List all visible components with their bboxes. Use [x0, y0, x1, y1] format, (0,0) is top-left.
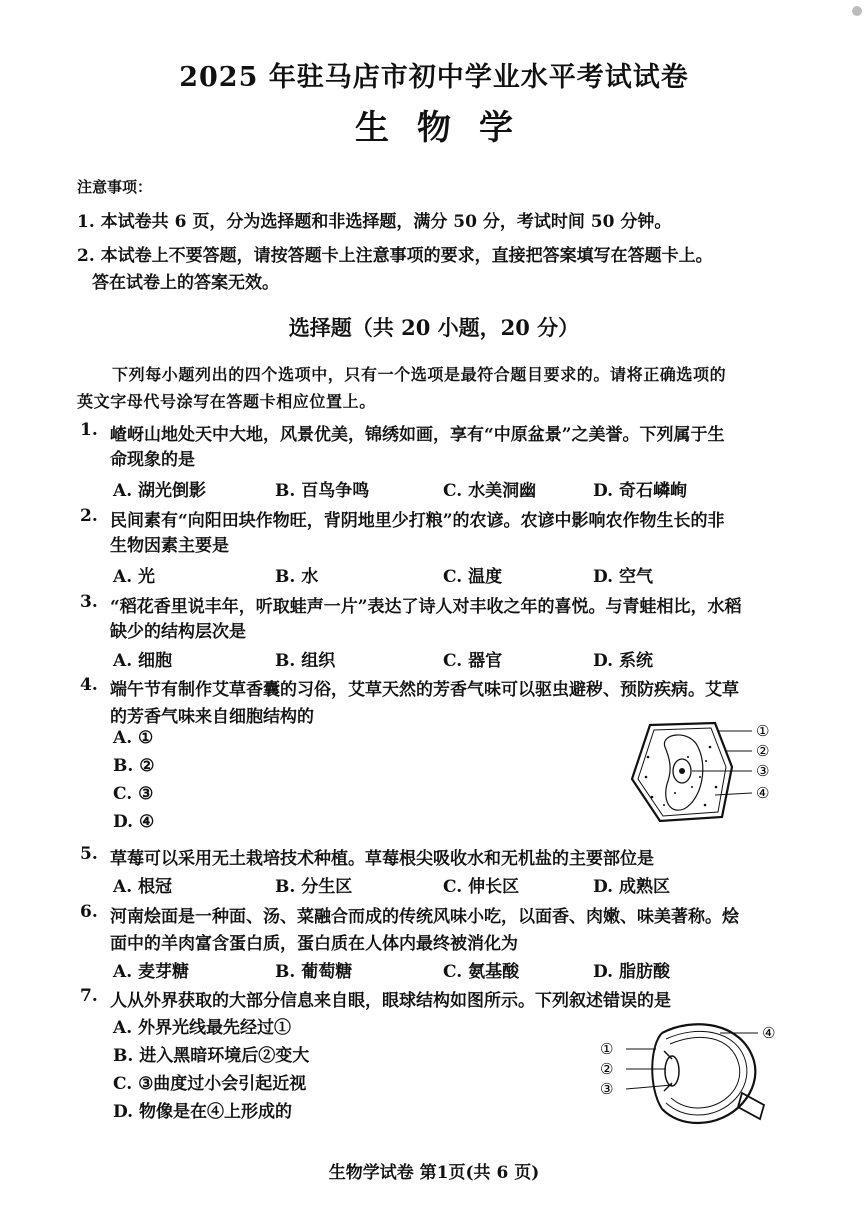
option-d: D. 成熟区: [593, 877, 670, 897]
question-number: 5.: [80, 844, 98, 864]
subject-title: 生物学: [355, 108, 541, 148]
option-c: C. 器官: [443, 651, 503, 671]
question-number: 1.: [80, 420, 98, 440]
cell-label-4: ④: [756, 784, 770, 802]
question-text-line: 生物因素主要是: [110, 536, 229, 556]
cornea: [652, 1033, 662, 1109]
option-b: B. 葡萄糖: [275, 962, 353, 982]
notice-heading: 注意事项：: [77, 178, 153, 196]
eye-label-2: ②: [600, 1060, 614, 1078]
cell-label-2: ②: [756, 742, 770, 760]
page-footer: 生物学试卷 第1页(共 6 页): [328, 1163, 540, 1183]
nucleolus: [679, 768, 685, 774]
option-c: C. ③: [113, 784, 154, 804]
optic-nerve: [738, 1093, 764, 1119]
option-b: B. 水: [275, 567, 319, 587]
option-d: D. 空气: [593, 567, 653, 587]
option-a: A. 麦芽糖: [113, 962, 190, 982]
option-d: D. 脂肪酸: [593, 962, 670, 982]
chloroplast-dots: [645, 746, 718, 807]
option-d: D. 物像是在④上形成的: [113, 1102, 292, 1122]
notice-item-2: 2. 本试卷上不要答题，请按答题卡上注意事项的要求，直接把答案填写在答题卡上。: [77, 246, 713, 266]
question-text-line: 河南烩面是一种面、汤、菜融合而成的传统风味小吃，以面香、肉嫩、味美著称。烩: [110, 907, 739, 927]
option-a: A. 湖光倒影: [113, 481, 207, 501]
question-number: 3.: [80, 592, 98, 612]
question-number: 6.: [80, 902, 98, 922]
option-a: A. ①: [113, 728, 154, 748]
option-b: B. ②: [113, 756, 155, 776]
question-text-line: 的芳香气味来自细胞结构的: [110, 707, 314, 727]
cell-label-1: ①: [756, 722, 770, 740]
option-d: D. 系统: [593, 651, 653, 671]
option-d: D. 奇石嶙峋: [593, 481, 687, 501]
notice-item-3: 答在试卷上的答案无效。: [92, 273, 279, 293]
question-number: 7.: [80, 986, 98, 1006]
option-b: B. 组织: [275, 651, 336, 671]
option-b: B. 百鸟争鸣: [275, 481, 370, 501]
option-c: C. 伸长区: [443, 877, 520, 897]
cell-label-3: ③: [756, 762, 770, 780]
notice-item-1: 1. 本试卷共 6 页，分为选择题和非选择题，满分 50 分，考试时间 50 分钟。: [77, 212, 672, 232]
option-a: A. 根冠: [113, 877, 173, 897]
question-number: 2.: [80, 506, 98, 526]
option-c: C. ③曲度过小会引起近视: [113, 1074, 307, 1094]
option-c: C. 水美洞幽: [443, 481, 537, 501]
option-b: B. 进入黑暗环境后②变大: [113, 1046, 310, 1066]
section-title: 选择题（共 20 小题，20 分）: [288, 315, 580, 340]
option-c: C. 氨基酸: [443, 962, 520, 982]
option-a: A. 光: [113, 567, 156, 587]
lens: [665, 1056, 679, 1086]
option-c: C. 温度: [443, 567, 503, 587]
question-text-line: 人从外界获取的大部分信息来自眼，眼球结构如图所示。下列叙述错误的是: [110, 991, 671, 1011]
scan-dot: [852, 6, 862, 16]
question-text-line: 草莓可以采用无土栽培技术种植。草莓根尖吸收水和无机盐的主要部位是: [110, 849, 654, 869]
question-text-line: 缺少的结构层次是: [110, 622, 246, 642]
section-intro-line-1: 下列每小题列出的四个选项中，只有一个选项是最符合题目要求的。请将正确选项的: [112, 365, 727, 384]
option-a: A. 细胞: [113, 651, 173, 671]
question-text-line: 命现象的是: [110, 450, 195, 470]
option-d: D. ④: [113, 812, 155, 832]
question-text-line: 面中的羊肉富含蛋白质，蛋白质在人体内最终被消化为: [110, 934, 518, 954]
eyeball-diagram: [592, 1015, 788, 1130]
option-a: A. 外界光线最先经过①: [113, 1018, 292, 1038]
question-text-line: 端午节有制作艾草香囊的习俗，艾草天然的芳香气味可以驱虫避秽、预防疾病。艾草: [110, 680, 739, 700]
section-intro-line-2: 英文字母代号涂写在答题卡相应位置上。: [77, 392, 376, 411]
option-b: B. 分生区: [275, 877, 353, 897]
eye-label-1: ①: [600, 1040, 614, 1058]
question-number: 4.: [80, 675, 98, 695]
eye-label-3: ③: [600, 1080, 614, 1098]
question-text-line: “稻花香里说丰年，听取蛙声一片”表达了诗人对丰收之年的喜悦。与青蛙相比，水稻: [110, 597, 742, 617]
eye-label-4: ④: [762, 1024, 776, 1042]
question-text-line: 嵖岈山地处天中大地，风景优美，锦绣如画，享有“中原盆景”之美誉。下列属于生: [110, 425, 725, 445]
plant-cell-diagram: [620, 717, 790, 827]
exam-title: 2025 年驻马店市初中学业水平考试试卷: [179, 62, 689, 93]
question-text-line: 民间素有“向阳田块作物旺，背阴地里少打粮”的农谚。农谚中影响农作物生长的非: [110, 511, 725, 531]
retina: [670, 1037, 740, 1108]
